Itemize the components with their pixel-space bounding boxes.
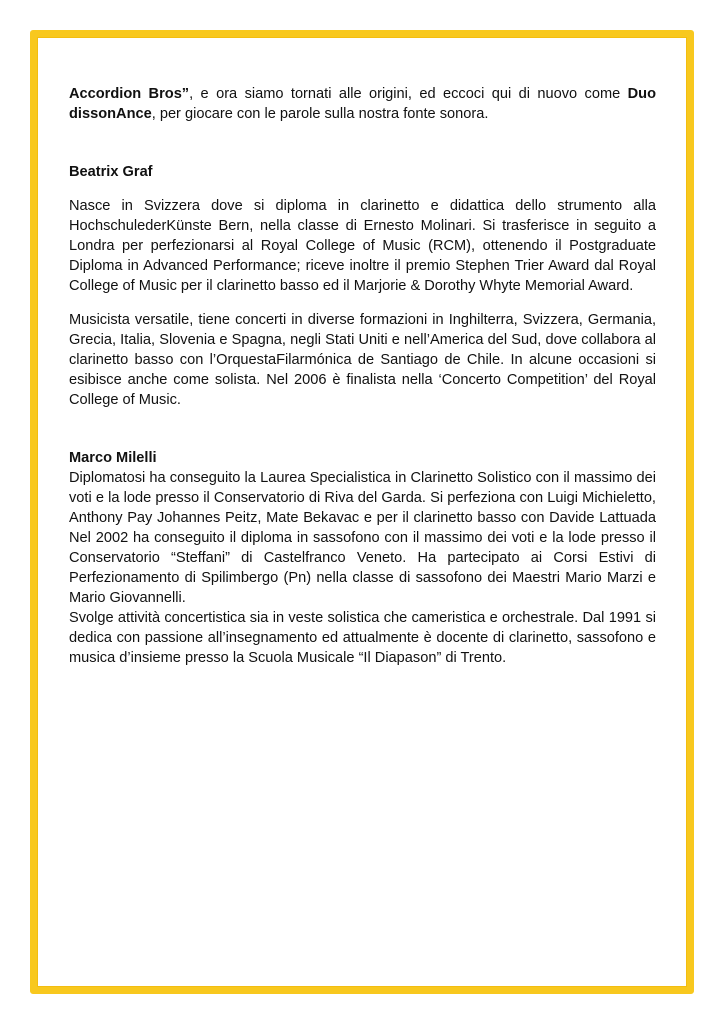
accordion-bros-bold: Accordion Bros” — [69, 86, 190, 102]
duo-name-bold: Duo dissonAnce — [69, 86, 656, 122]
document-body — [69, 84, 656, 668]
beatrix-paragraph-1: Nasce in Svizzera dove si diploma in clarinetto e didattica dello strumento alla HochschulederKünste Bern, nella classe di Ernesto Molinari. Si trasferisce in seguito a Londra per perfezionarsi al Royal College of Music (RCM), ottenendo il Postgraduate Diploma in Advanced Performance; riceve inoltre il premio Stephen Trier Award dal Royal College of Music per il clarinetto basso ed il Marjorie & Dorothy Whyte Memorial Award. — [69, 198, 656, 294]
beatrix-heading: Beatrix Graf — [69, 164, 153, 180]
intro-text-b: , per giocare con le parole sulla nostra fonte sonora. — [151, 106, 489, 122]
intro-text-a: , e ora siamo tornati alle origini, ed eccoci qui di nuovo come — [189, 86, 628, 102]
intro-paragraph — [69, 84, 656, 124]
beatrix-paragraph-2: Musicista versatile, tiene concerti in diverse formazioni in Inghilterra, Svizzera, Germania, Grecia, Italia, Slovenia e Spagna, negli Stati Uniti e nell’America del Sud, dove collabora al clarinetto basso con l’OrquestaFilarmónica de Santiago de Chile. In alcune occasioni si esibisce anche come solista. Nel 2006 è finalista nella ‘Concerto Competition’ del Royal College of Music. — [69, 312, 656, 408]
marco-paragraph-2: Svolge attività concertistica sia in veste solistica che cameristica e orchestrale. Dal 1991 si dedica con passione all’insegnamento ed attualmente è docente di clarinetto, sassofono e musica d’insieme presso la Scuola Musicale “Il Diapason” di Trento. — [69, 610, 656, 666]
marco-paragraph-1: Diplomatosi ha conseguito la Laurea Specialistica in Clarinetto Solistico con il massimo dei voti e la lode presso il Conservatorio di Riva del Garda. Si perfeziona con Luigi Michieletto, Anthony Pay Johannes Peitz, Mate Bekavac e per il clarinetto basso con Davide Lattuada Nel 2002 ha conseguito il diploma in sassofono con il massimo dei voti e la lode presso il Conservatorio “Steffani” di Castelfranco Veneto. Ha partecipato ai Corsi Estivi di Perfezionamento di Spilimbergo (Pn) nella classe di sassofono dei Maestri Mario Marzi e Mario Giovannelli. — [69, 470, 656, 606]
marco-heading: Marco Milelli — [69, 450, 157, 466]
